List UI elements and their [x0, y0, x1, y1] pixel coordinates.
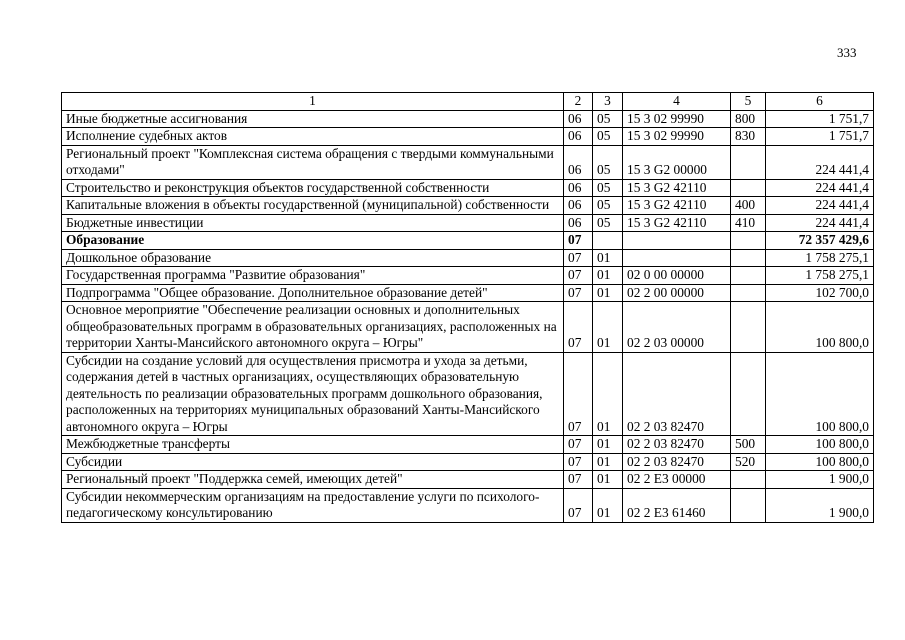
table-row [62, 471, 874, 489]
table-row [62, 179, 874, 197]
table-row [62, 302, 874, 353]
table-row [62, 284, 874, 302]
subsection-code-cell: 01 [593, 488, 623, 522]
amount-cell: 1 751,7 [766, 110, 874, 128]
section-code-cell: 06 [564, 214, 593, 232]
target-article-cell: 02 0 00 00000 [623, 267, 731, 285]
target-article-cell: 15 3 02 99990 [623, 110, 731, 128]
column-header: 3 [593, 93, 623, 111]
subsection-code-cell: 01 [593, 471, 623, 489]
expense-type-cell [731, 145, 766, 179]
amount-cell: 100 800,0 [766, 436, 874, 454]
section-code-cell: 07 [564, 436, 593, 454]
expense-type-cell: 500 [731, 436, 766, 454]
section-code-cell: 07 [564, 249, 593, 267]
expense-type-cell [731, 302, 766, 353]
expense-type-cell: 400 [731, 197, 766, 215]
amount-cell: 100 800,0 [766, 453, 874, 471]
subsection-code-cell: 05 [593, 214, 623, 232]
subsection-code-cell: 01 [593, 453, 623, 471]
row-name-cell: Иные бюджетные ассигнования [62, 110, 564, 128]
table-row [62, 249, 874, 267]
row-name-cell: Дошкольное образование [62, 249, 564, 267]
section-code-cell: 07 [564, 453, 593, 471]
section-code-cell: 06 [564, 110, 593, 128]
target-article-cell: 15 3 G2 42110 [623, 214, 731, 232]
amount-cell: 1 900,0 [766, 488, 874, 522]
table-row [62, 145, 874, 179]
target-article-cell: 02 2 E3 00000 [623, 471, 731, 489]
row-name-cell: Подпрограмма "Общее образование. Дополнительное образование детей" [62, 284, 564, 302]
expense-type-cell [731, 267, 766, 285]
section-code-cell: 06 [564, 179, 593, 197]
row-name-cell: Субсидии [62, 453, 564, 471]
amount-cell: 102 700,0 [766, 284, 874, 302]
amount-cell: 1 900,0 [766, 471, 874, 489]
column-header: 5 [731, 93, 766, 111]
row-name-cell: Капитальные вложения в объекты государственной (муниципальной) собственности [62, 197, 564, 215]
section-code-cell: 06 [564, 145, 593, 179]
section-code-cell: 07 [564, 352, 593, 436]
subsection-code-cell: 01 [593, 302, 623, 353]
section-code-cell: 06 [564, 197, 593, 215]
column-header: 4 [623, 93, 731, 111]
table-row [62, 110, 874, 128]
subsection-code-cell: 05 [593, 128, 623, 146]
target-article-cell: 15 3 G2 00000 [623, 145, 731, 179]
amount-cell: 1 758 275,1 [766, 249, 874, 267]
subsection-code-cell: 01 [593, 249, 623, 267]
row-name-cell: Субсидии некоммерческим организациям на предоставление услуги по психолого-педагогическому консультированию [62, 488, 564, 522]
expense-type-cell [731, 179, 766, 197]
target-article-cell: 02 2 E3 61460 [623, 488, 731, 522]
row-name-cell: Межбюджетные трансферты [62, 436, 564, 454]
target-article-cell [623, 249, 731, 267]
section-code-cell: 07 [564, 284, 593, 302]
subsection-code-cell: 01 [593, 436, 623, 454]
row-name-cell: Бюджетные инвестиции [62, 214, 564, 232]
amount-cell: 1 751,7 [766, 128, 874, 146]
target-article-cell: 02 2 03 82470 [623, 352, 731, 436]
subsection-code-cell: 05 [593, 110, 623, 128]
row-name-cell: Субсидии на создание условий для осуществления присмотра и ухода за детьми, содержания детей в частных организациях, осуществляющих образовательную деятельность по реализации образовательных программ дошкольного образования, расположенных на территориях муниципальных образований Ханты-Мансийского автономного округа – Югры [62, 352, 564, 436]
target-article-cell: 02 2 03 82470 [623, 436, 731, 454]
section-code-cell: 07 [564, 232, 593, 250]
page-number: 333 [837, 45, 857, 60]
column-header: 6 [766, 93, 874, 111]
expense-type-cell: 410 [731, 214, 766, 232]
amount-cell: 224 441,4 [766, 214, 874, 232]
subsection-code-cell [593, 232, 623, 250]
amount-cell: 72 357 429,6 [766, 232, 874, 250]
amount-cell: 100 800,0 [766, 352, 874, 436]
table-row [62, 352, 874, 436]
target-article-cell: 15 3 G2 42110 [623, 179, 731, 197]
row-name-cell: Региональный проект "Поддержка семей, имеющих детей" [62, 471, 564, 489]
expense-type-cell [731, 249, 766, 267]
expense-type-cell: 800 [731, 110, 766, 128]
expense-type-cell: 520 [731, 453, 766, 471]
table-row [62, 197, 874, 215]
amount-cell: 100 800,0 [766, 302, 874, 353]
target-article-cell [623, 232, 731, 250]
subsection-code-cell: 05 [593, 145, 623, 179]
expense-type-cell [731, 232, 766, 250]
amount-cell: 224 441,4 [766, 197, 874, 215]
row-name-cell: Региональный проект "Комплексная система обращения с твердыми коммунальными отходами" [62, 145, 564, 179]
table-row [62, 267, 874, 285]
amount-cell: 224 441,4 [766, 179, 874, 197]
table-header-row [62, 93, 874, 111]
table-row [62, 488, 874, 522]
row-name-cell: Исполнение судебных актов [62, 128, 564, 146]
table-row [62, 436, 874, 454]
table-row [62, 214, 874, 232]
column-header: 2 [564, 93, 593, 111]
section-code-cell: 07 [564, 488, 593, 522]
table-row [62, 453, 874, 471]
row-name-cell: Основное мероприятие "Обеспечение реализации основных и дополнительных общеобразовательных программ в образовательных организациях, расположенных на территории Ханты-Мансийского автономного округа – Югры" [62, 302, 564, 353]
section-code-cell: 07 [564, 302, 593, 353]
table-row [62, 232, 874, 250]
subsection-code-cell: 01 [593, 352, 623, 436]
subsection-code-cell: 01 [593, 267, 623, 285]
target-article-cell: 15 3 02 99990 [623, 128, 731, 146]
row-name-cell: Строительство и реконструкция объектов государственной собственности [62, 179, 564, 197]
subsection-code-cell: 01 [593, 284, 623, 302]
table-row [62, 128, 874, 146]
expense-type-cell [731, 352, 766, 436]
target-article-cell: 02 2 00 00000 [623, 284, 731, 302]
target-article-cell: 02 2 03 82470 [623, 453, 731, 471]
budget-table [61, 92, 874, 523]
amount-cell: 1 758 275,1 [766, 267, 874, 285]
target-article-cell: 15 3 G2 42110 [623, 197, 731, 215]
expense-type-cell [731, 284, 766, 302]
expense-type-cell: 830 [731, 128, 766, 146]
section-code-cell: 07 [564, 267, 593, 285]
subsection-code-cell: 05 [593, 179, 623, 197]
amount-cell: 224 441,4 [766, 145, 874, 179]
section-code-cell: 07 [564, 471, 593, 489]
expense-type-cell [731, 471, 766, 489]
row-name-cell: Государственная программа "Развитие образования" [62, 267, 564, 285]
subsection-code-cell: 05 [593, 197, 623, 215]
column-header: 1 [62, 93, 564, 111]
row-name-cell: Образование [62, 232, 564, 250]
section-code-cell: 06 [564, 128, 593, 146]
expense-type-cell [731, 488, 766, 522]
target-article-cell: 02 2 03 00000 [623, 302, 731, 353]
